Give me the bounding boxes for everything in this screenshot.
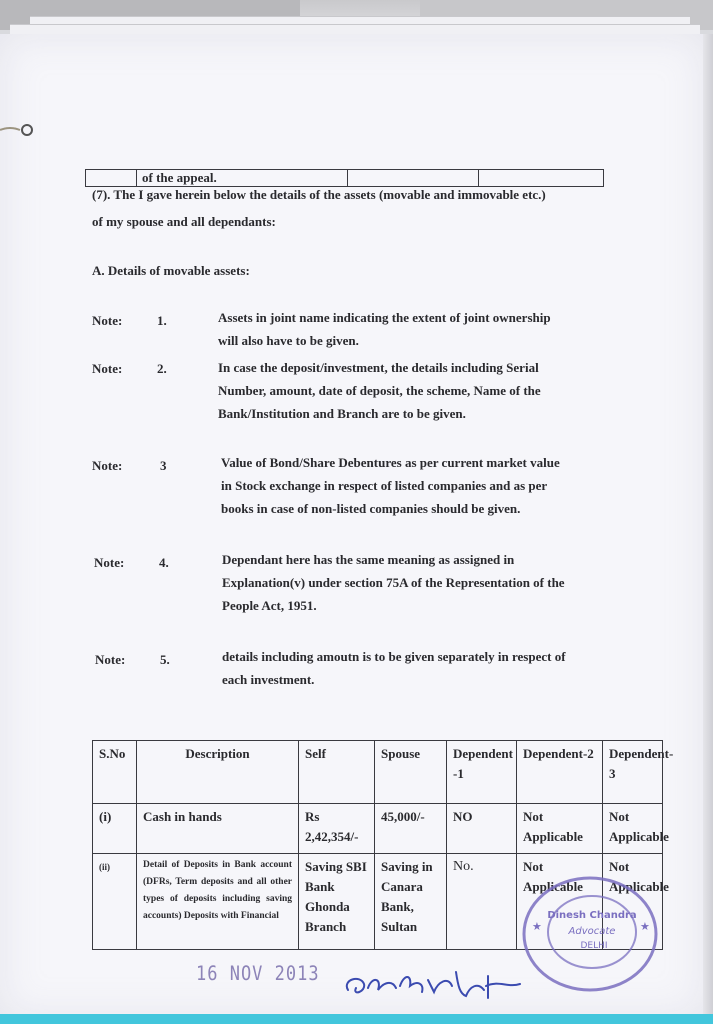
svg-text:Advocate: Advocate — [568, 926, 616, 937]
cell-dependent-3: Not Applicable — [603, 854, 663, 950]
svg-text:DELHI: DELHI — [580, 941, 608, 951]
note-line: Explanation(v) under section 75A of the Representation of the — [222, 575, 565, 590]
svg-text:Dinesh Chandra: Dinesh Chandra — [547, 910, 637, 921]
note-text — [222, 548, 594, 617]
intro-line-1: (7). The I gave herein below the details of the assets (movable and immovable etc.) — [92, 187, 546, 202]
header-spouse: Spouse — [375, 741, 447, 804]
cell-self: Saving SBI Bank Ghonda Branch — [299, 854, 375, 950]
note-line: Value of Bond/Share Debentures as per current market value — [221, 455, 560, 470]
prev-table-empty-cell — [86, 170, 137, 187]
header-self: Self — [299, 741, 375, 804]
page-stack-edge — [703, 34, 713, 1014]
note-text — [222, 645, 596, 691]
date-stamp: 16 NOV 2013 — [196, 962, 320, 986]
cell-spouse: Saving in Canara Bank, Sultan — [375, 854, 447, 950]
note-line: each investment. — [222, 672, 315, 687]
header-dependent-3: Dependent-3 — [603, 741, 663, 804]
note-number: 4. — [159, 555, 169, 570]
prev-table-empty-cell — [348, 170, 479, 187]
cell-sno: (ii) — [93, 854, 137, 950]
note-line: Bank/Institution and Branch are to be given. — [218, 406, 466, 421]
note-text — [221, 451, 594, 520]
cell-spouse: 45,000/- — [375, 804, 447, 854]
note-label: Note: — [95, 652, 126, 667]
intro-line-2: of my spouse and all dependants: — [92, 214, 276, 229]
note-number: 2. — [157, 361, 167, 376]
scanner-bottom-edge — [0, 1014, 713, 1024]
note-label: Note: — [94, 555, 125, 570]
note-line: Assets in joint name indicating the extent of joint ownership — [218, 310, 551, 325]
note-number: 5. — [160, 652, 170, 667]
header-sno: S.No — [93, 741, 137, 804]
cell-dependent-1: NO — [447, 804, 517, 854]
advocate-seal-stamp — [512, 868, 664, 996]
note-line: Number, amount, date of deposit, the scheme, Name of the — [218, 383, 541, 398]
note-line: In case the deposit/investment, the details including Serial — [218, 360, 539, 375]
note-line: in Stock exchange in respect of listed companies and as per — [221, 478, 548, 493]
cell-dependent-2: Not Applicable — [517, 804, 603, 854]
section-heading: A. Details of movable assets: — [92, 263, 250, 278]
table-header-row — [93, 741, 663, 804]
cell-description: Detail of Deposits in Bank account (DFRs, Term deposits and all other types of deposits including saving accounts) Deposits with Financial — [137, 854, 299, 950]
header-description: Description — [137, 741, 299, 804]
note-text — [218, 306, 594, 352]
binding-thread — [0, 122, 34, 138]
prev-table-empty-cell — [479, 170, 604, 187]
header-dependent-2: Dependent-2 — [517, 741, 603, 804]
note-number: 1. — [157, 313, 167, 328]
prev-table-text-cell: of the appeal. — [137, 170, 348, 187]
note-line: details including amoutn is to be given separately in respect of — [222, 649, 566, 664]
svg-text:★: ★ — [640, 920, 650, 933]
note-label: Note: — [92, 458, 123, 473]
header-dependent-1: Dependent -1 — [447, 741, 517, 804]
note-label: Note: — [92, 361, 123, 376]
cell-dependent-2: Not Applicable — [517, 854, 603, 950]
cell-dependent-1: No. — [447, 854, 517, 950]
note-number: 3 — [160, 458, 167, 473]
note-line: Dependant here has the same meaning as assigned in — [222, 552, 515, 567]
cell-description: Cash in hands — [137, 804, 299, 854]
note-text — [218, 356, 594, 425]
table-row — [93, 804, 663, 854]
note-line: People Act, 1951. — [222, 598, 317, 613]
handwritten-signature — [338, 962, 524, 1006]
note-line: will also have to be given. — [218, 333, 359, 348]
previous-table-fragment — [85, 169, 604, 187]
cell-sno: (i) — [93, 804, 137, 854]
cell-dependent-3: Not Applicable — [603, 804, 663, 854]
note-line: books in case of non-listed companies should be given. — [221, 501, 521, 516]
cell-self: Rs 2,42,354/- — [299, 804, 375, 854]
note-label: Note: — [92, 313, 123, 328]
svg-text:★: ★ — [532, 920, 542, 933]
